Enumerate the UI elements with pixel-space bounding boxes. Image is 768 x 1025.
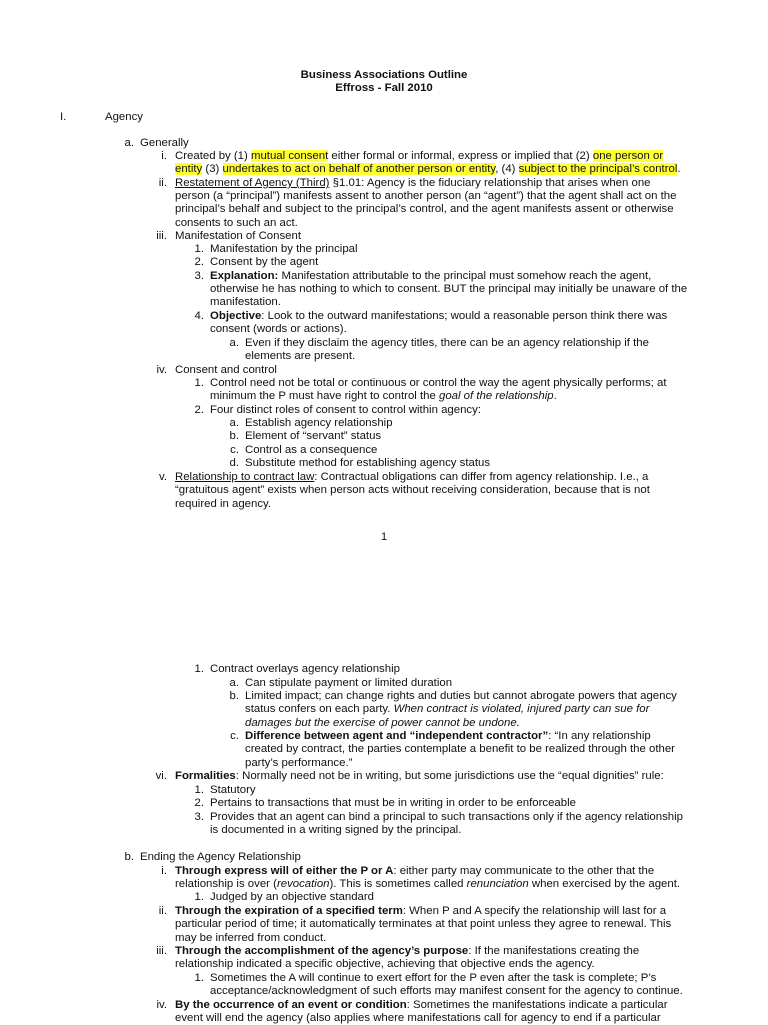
outline-text: Establish agency relationship <box>245 417 393 429</box>
outline-letter: b. <box>124 851 134 863</box>
subsection-heading: Generally <box>140 137 189 149</box>
outline-text: entity (3) undertakes to act on behalf of another person or entity, (4) subject to the principal’s control. <box>175 163 681 175</box>
outline-number: 4. <box>194 310 204 322</box>
outline-number: 1. <box>194 891 204 903</box>
outline-text: Statutory <box>210 784 256 796</box>
outline-text: Control need not be total or continuous or control the way the agent physically performs; at <box>210 377 667 389</box>
outline-number: 3. <box>194 811 204 823</box>
outline-letter: d. <box>229 457 239 469</box>
outline-letter: b. <box>229 430 239 442</box>
outline-text: particular period of time; it automatically terminates at that point unless they agree to renewal. This <box>175 918 672 930</box>
outline-number: 1. <box>194 663 204 675</box>
outline-text: Sometimes the A will continue to exert effort for the P even after the task is complete; P’s <box>210 972 657 984</box>
outline-roman: iv. <box>156 364 167 376</box>
outline-text: required in agency. <box>175 498 272 510</box>
outline-number: I. <box>60 111 67 123</box>
outline-text: status confers on each party. When contract is violated, injured party can sue for <box>245 703 650 715</box>
document-subtitle: Effross - Fall 2010 <box>335 82 433 94</box>
outline-text: consent (words or actions). <box>210 323 347 335</box>
outline-text: Provides that an agent can bind a principal to such transactions only if the agency relationship <box>210 811 684 823</box>
outline-text: consents to such an act. <box>175 217 298 229</box>
outline-text: Can stipulate payment or limited duration <box>245 677 453 689</box>
outline-text: Contract overlays agency relationship <box>210 663 400 675</box>
outline-text: Objective: Look to the outward manifestations; would a reasonable person think there was <box>210 310 668 322</box>
outline-number: 2. <box>194 256 204 268</box>
outline-text: otherwise he has nothing to which to consent. BUT the principal may initially be unaware of the <box>210 283 688 295</box>
outline-letter: a. <box>229 677 239 689</box>
outline-number: 2. <box>194 404 204 416</box>
outline-roman: ii. <box>158 905 167 917</box>
outline-number: 1. <box>194 243 204 255</box>
section-heading: Agency <box>105 111 143 123</box>
outline-roman: iii. <box>156 230 167 242</box>
outline-number: 1. <box>194 377 204 389</box>
outline-text: Consent and control <box>175 364 277 376</box>
outline-letter: a. <box>229 337 239 349</box>
outline-text: Element of “servant” status <box>245 430 382 442</box>
outline-text: Judged by an objective standard <box>210 891 375 903</box>
outline-text: Manifestation by the principal <box>210 243 358 255</box>
outline-text: is documented in a writing signed by the principal. <box>210 824 462 836</box>
outline-text: damages but the exercise of power cannot be undone. <box>245 717 520 729</box>
outline-letter: a. <box>229 417 239 429</box>
outline-roman: vi. <box>155 770 167 782</box>
outline-text: Consent by the agent <box>210 256 319 268</box>
outline-text: Four distinct roles of consent to control within agency: <box>210 404 481 416</box>
outline-text: Restatement of Agency (Third) §1.01: Agency is the fiduciary relationship that arises when one <box>175 177 651 189</box>
outline-number: 1. <box>194 784 204 796</box>
outline-text: Through the expiration of a specified term: When P and A specify the relationship will last for a <box>175 905 667 917</box>
outline-number: 2. <box>194 797 204 809</box>
outline-text: created by contract, the parties contemplate a benefit to be realized through the other <box>245 743 675 755</box>
outline-text: elements are present. <box>245 350 356 362</box>
outline-roman: i. <box>161 150 167 162</box>
outline-text: Difference between agent and “independent contractor”: “In any relationship <box>245 730 651 742</box>
outline-text: Created by (1) mutual consent either formal or informal, express or implied that (2) one person or <box>175 150 664 162</box>
outline-text: event will end the agency (also applies where manifestations call for agency to end if a particular <box>175 1012 661 1024</box>
outline-text: relationship is over (revocation). This is sometimes called renunciation when exercised by the agent. <box>175 878 681 890</box>
outline-text: minimum the P must have right to control the goal of the relationship. <box>210 390 557 402</box>
outline-letter: c. <box>230 730 239 742</box>
outline-text: may be inferred from conduct. <box>175 932 327 944</box>
outline-roman: iv. <box>156 999 167 1011</box>
outline-text: manifestation. <box>210 296 281 308</box>
outline-roman: iii. <box>156 945 167 957</box>
subsection-heading: Ending the Agency Relationship <box>140 851 301 863</box>
outline-text: party’s performance.” <box>245 757 353 769</box>
outline-letter: a. <box>124 137 134 149</box>
document-title: Business Associations Outline <box>300 69 468 81</box>
outline-number: 1. <box>194 972 204 984</box>
outline-text: “gratuitous agent” exists when person acts without receiving consideration, because that is not <box>175 484 650 496</box>
outline-text: Manifestation of Consent <box>175 230 302 242</box>
outline-text: person (a “principal”) manifests assent to another person (an “agent”) that the agent shall act on the <box>175 190 677 202</box>
outline-letter: c. <box>230 444 239 456</box>
outline-roman: ii. <box>158 177 167 189</box>
outline-letter: b. <box>229 690 239 702</box>
outline-roman: i. <box>161 865 167 877</box>
outline-text: principal’s behalf and subject to the principal’s control, and the agent manifests assent or otherwise <box>175 203 674 215</box>
outline-text: Through the accomplishment of the agency’s purpose: If the manifestations creating the <box>175 945 640 957</box>
outline-text: Formalities: Normally need not be in writing, but some jurisdictions use the “equal dignities” rule: <box>175 770 664 782</box>
outline-text: Relationship to contract law: Contractual obligations can differ from agency relationship. I.e., a <box>175 471 649 483</box>
outline-text: By the occurrence of an event or condition: Sometimes the manifestations indicate a particular <box>175 999 668 1011</box>
page-number: 1 <box>380 531 388 543</box>
outline-text: Substitute method for establishing agency status <box>245 457 491 469</box>
outline-text: relationship indicated a specific objective, achieving that objective ends the agency. <box>175 958 595 970</box>
outline-text: Even if they disclaim the agency titles, there can be an agency relationship if the <box>245 337 649 349</box>
outline-roman: v. <box>158 471 167 483</box>
outline-text: Control as a consequence <box>245 444 378 456</box>
outline-text: Limited impact; can change rights and duties but cannot abrogate powers that agency <box>245 690 677 702</box>
outline-number: 3. <box>194 270 204 282</box>
outline-text: Pertains to transactions that must be in writing in order to be enforceable <box>210 797 576 809</box>
outline-text: acceptance/acknowledgment of such efforts may manifest consent for the agency to continue. <box>210 985 683 997</box>
outline-text: Through express will of either the P or A: either party may communicate to the other that the <box>175 865 655 877</box>
outline-text: Explanation: Manifestation attributable to the principal must somehow reach the agent, <box>210 270 652 282</box>
